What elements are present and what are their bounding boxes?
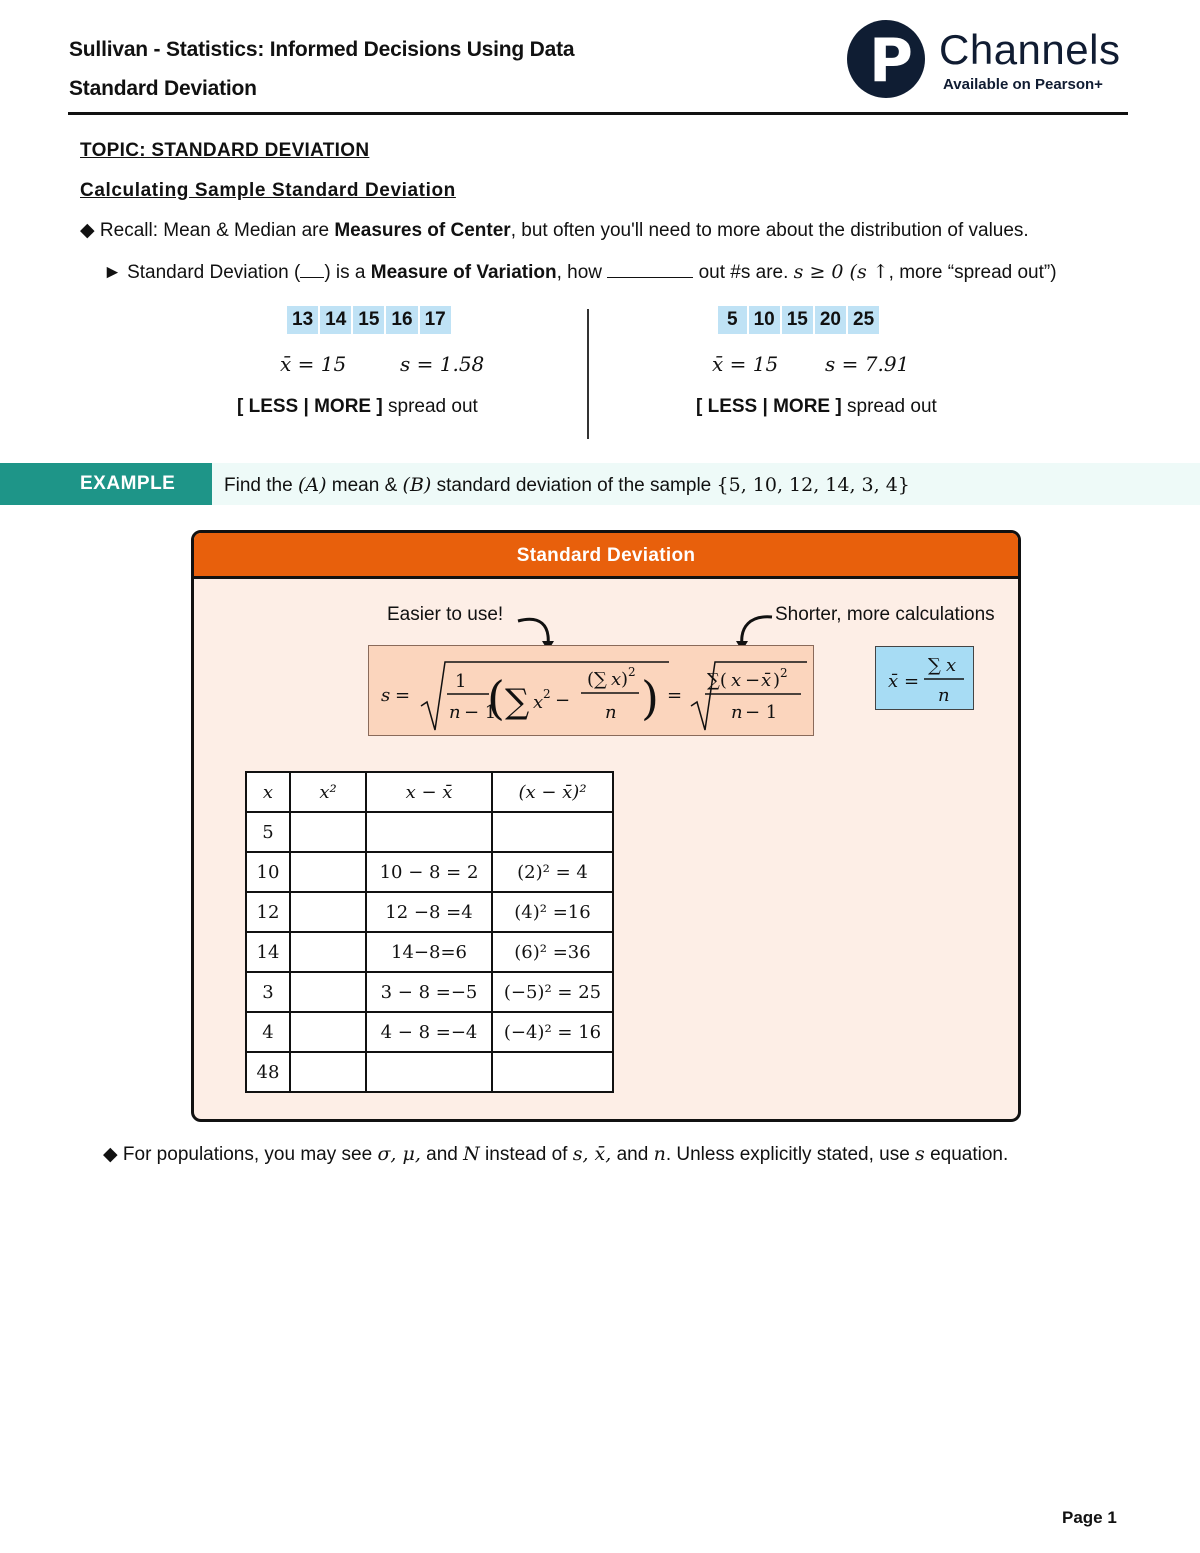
population-note bbox=[103, 1143, 1008, 1166]
table-row bbox=[246, 1012, 613, 1052]
note-math-s: s bbox=[915, 1143, 925, 1165]
note-easier: Easier to use! bbox=[387, 604, 504, 625]
svg-text:): ) bbox=[621, 669, 629, 690]
definition-bold: Measure of Variation bbox=[370, 262, 557, 283]
svg-text:−: − bbox=[555, 690, 571, 711]
svg-text:s: s bbox=[381, 685, 391, 706]
blank-symbol bbox=[300, 260, 324, 278]
cell-x-squared bbox=[290, 972, 366, 1012]
recall-bold: Measures of Center bbox=[334, 220, 511, 241]
svg-text:x̄: x̄ bbox=[761, 670, 772, 691]
header-deviation-squared: (x − x̄)² bbox=[492, 772, 613, 812]
definition-math: s ≥ 0 (s ↑ bbox=[793, 261, 889, 283]
cell-deviation: 10 − 8 = 2 bbox=[366, 852, 492, 892]
cell-x-squared bbox=[290, 1012, 366, 1052]
definition-text: Standard Deviation ( bbox=[127, 262, 301, 283]
note-text-2: and bbox=[420, 1144, 464, 1165]
cell-deviation: 3 − 8 =−5 bbox=[366, 972, 492, 1012]
recall-suffix: , but often you'll need to more about the distribution of values. bbox=[510, 220, 1029, 241]
table-row bbox=[246, 852, 613, 892]
cell-x: 10 bbox=[246, 852, 290, 892]
example-tag: EXAMPLE bbox=[0, 463, 212, 505]
cell-x: 3 bbox=[246, 972, 290, 1012]
left-value: 16 bbox=[386, 306, 417, 334]
right-value: 25 bbox=[848, 306, 879, 334]
header-x: x bbox=[246, 772, 290, 812]
recall-text: Recall: Mean & Median are bbox=[99, 220, 335, 241]
cell-deviation-squared bbox=[492, 812, 613, 852]
svg-text:∑: ∑ bbox=[928, 655, 941, 676]
cell-x-squared bbox=[290, 892, 366, 932]
subtopic-heading: Calculating Sample Standard Deviation bbox=[80, 180, 456, 201]
header-x-squared: x² bbox=[290, 772, 366, 812]
cell-deviation-squared: (2)² = 4 bbox=[492, 852, 613, 892]
svg-text:x: x bbox=[533, 692, 544, 713]
cell-deviation-squared: (4)² =16 bbox=[492, 892, 613, 932]
topic-heading: TOPIC: STANDARD DEVIATION bbox=[80, 140, 370, 161]
example-text-2: mean & bbox=[326, 475, 403, 496]
svg-text:2: 2 bbox=[543, 687, 551, 701]
recall-line bbox=[80, 219, 1029, 242]
note-math-population: σ, μ, bbox=[377, 1143, 421, 1165]
cell-x-squared bbox=[290, 812, 366, 852]
example-part-a: (A) bbox=[297, 474, 327, 496]
definition-text-5: , more “spread out”) bbox=[888, 262, 1057, 283]
svg-text:x: x bbox=[611, 669, 622, 690]
svg-text:=: = bbox=[395, 685, 411, 706]
left-less-more: [ LESS | MORE ] bbox=[237, 396, 383, 417]
svg-text:x: x bbox=[946, 655, 957, 676]
right-sd: s = 7.91 bbox=[825, 352, 910, 376]
svg-text:∑: ∑ bbox=[505, 682, 530, 722]
svg-text:n: n bbox=[449, 702, 461, 723]
cell-x: 12 bbox=[246, 892, 290, 932]
cell-x-squared bbox=[290, 852, 366, 892]
svg-text:2: 2 bbox=[780, 666, 788, 680]
example-sample-set: {5, 10, 12, 14, 3, 4} bbox=[716, 474, 910, 496]
right-mean: x̄ = 15 bbox=[712, 352, 779, 376]
left-value: 14 bbox=[320, 306, 351, 334]
cell-deviation bbox=[366, 812, 492, 852]
table-row bbox=[246, 892, 613, 932]
table-row bbox=[246, 972, 613, 1012]
svg-text:− 1: − 1 bbox=[464, 702, 497, 723]
sample-sd-formula bbox=[368, 645, 814, 736]
definition-line bbox=[103, 260, 1057, 284]
cell-x: 4 bbox=[246, 1012, 290, 1052]
definition-text-4: out #s are. bbox=[698, 262, 789, 283]
calculation-table bbox=[245, 771, 614, 1093]
note-math-n: n bbox=[653, 1143, 666, 1165]
cell-x: 5 bbox=[246, 812, 290, 852]
cell-deviation: 12 −8 =4 bbox=[366, 892, 492, 932]
right-value: 5 bbox=[718, 306, 747, 334]
cell-deviation-squared-sum bbox=[492, 1052, 613, 1092]
document-subtitle: Standard Deviation bbox=[69, 77, 257, 100]
example-part-b: (B) bbox=[402, 474, 432, 496]
header-divider bbox=[68, 112, 1128, 115]
cell-deviation-squared: (−5)² = 25 bbox=[492, 972, 613, 1012]
cell-x-squared-sum bbox=[290, 1052, 366, 1092]
svg-text:2: 2 bbox=[628, 665, 636, 679]
left-number-set bbox=[287, 306, 451, 334]
example-prompt bbox=[224, 474, 910, 497]
right-spread-text: spread out bbox=[841, 396, 937, 417]
example-text: Find the bbox=[224, 475, 298, 496]
page-number: Page 1 bbox=[1062, 1508, 1117, 1527]
svg-text:x̄: x̄ bbox=[888, 671, 899, 692]
header-deviation: x − x̄ bbox=[366, 772, 492, 812]
svg-text:n: n bbox=[938, 685, 950, 706]
example-text-3: standard deviation of the sample bbox=[431, 475, 717, 496]
svg-text:−: − bbox=[745, 670, 761, 691]
left-spread-choice bbox=[237, 396, 478, 418]
right-value: 15 bbox=[782, 306, 813, 334]
arrow-bullet-icon: ► bbox=[103, 262, 122, 283]
document-title: Sullivan - Statistics: Informed Decisions Using Data bbox=[69, 38, 575, 61]
right-less-more: [ LESS | MORE ] bbox=[696, 396, 842, 417]
right-number-set bbox=[718, 306, 879, 334]
definition-text-3: , how bbox=[556, 262, 603, 283]
svg-text:x: x bbox=[731, 670, 742, 691]
cell-x: 14 bbox=[246, 932, 290, 972]
svg-text:(∑: (∑ bbox=[587, 669, 607, 690]
right-spread-choice bbox=[696, 396, 937, 418]
diamond-bullet-icon: ◆ bbox=[103, 1144, 118, 1165]
left-value: 15 bbox=[353, 306, 384, 334]
note-text-6: equation. bbox=[924, 1144, 1009, 1165]
svg-text:∑(: ∑( bbox=[707, 670, 727, 691]
table-total-row bbox=[246, 1052, 613, 1092]
logo-tagline: Available on Pearson+ bbox=[943, 76, 1103, 93]
note-shorter: Shorter, more calculations bbox=[775, 604, 995, 625]
note-text-5: . Unless explicitly stated, use bbox=[665, 1144, 916, 1165]
svg-text:n: n bbox=[605, 702, 617, 723]
cell-deviation: 14−8=6 bbox=[366, 932, 492, 972]
left-mean: x̄ = 15 bbox=[280, 352, 347, 376]
mean-formula-svg bbox=[876, 647, 975, 711]
table-header-row bbox=[246, 772, 613, 812]
right-value: 10 bbox=[749, 306, 780, 334]
note-text-4: and bbox=[611, 1144, 654, 1165]
blank-word bbox=[607, 260, 693, 278]
sd-formula-svg bbox=[369, 646, 815, 737]
svg-text:1: 1 bbox=[455, 671, 467, 692]
note-text-3: instead of bbox=[479, 1144, 573, 1165]
table-row bbox=[246, 932, 613, 972]
svg-text:): ) bbox=[641, 671, 659, 725]
cell-x-sum: 48 bbox=[246, 1052, 290, 1092]
left-sd: s = 1.58 bbox=[400, 352, 485, 376]
note-math-sample: s, x̄, bbox=[572, 1143, 612, 1165]
left-value: 13 bbox=[287, 306, 318, 334]
svg-text:(: ( bbox=[487, 671, 505, 725]
svg-text:− 1: − 1 bbox=[745, 702, 778, 723]
svg-text:n: n bbox=[731, 702, 743, 723]
diamond-bullet-icon: ◆ bbox=[80, 220, 95, 241]
cell-x-squared bbox=[290, 932, 366, 972]
mean-formula bbox=[875, 646, 974, 710]
left-spread-text: spread out bbox=[382, 396, 478, 417]
cell-deviation: 4 − 8 =−4 bbox=[366, 1012, 492, 1052]
note-text: For populations, you may see bbox=[122, 1144, 378, 1165]
svg-text:=: = bbox=[667, 685, 683, 706]
definition-text-2: ) is a bbox=[324, 262, 371, 283]
table-row bbox=[246, 812, 613, 852]
cell-deviation-squared: (6)² =36 bbox=[492, 932, 613, 972]
svg-text:): ) bbox=[773, 670, 781, 691]
logo-wordmark: Channels bbox=[939, 26, 1121, 73]
cell-deviation-squared: (−4)² = 16 bbox=[492, 1012, 613, 1052]
panel-title: Standard Deviation bbox=[194, 533, 1018, 579]
cell-deviation-sum bbox=[366, 1052, 492, 1092]
pearson-logo-icon bbox=[847, 20, 925, 98]
note-math-N: N bbox=[463, 1143, 480, 1165]
logo-letter: P bbox=[869, 26, 913, 96]
right-value: 20 bbox=[815, 306, 846, 334]
svg-text:=: = bbox=[904, 671, 920, 692]
left-value: 17 bbox=[420, 306, 451, 334]
comparison-divider bbox=[587, 309, 589, 439]
